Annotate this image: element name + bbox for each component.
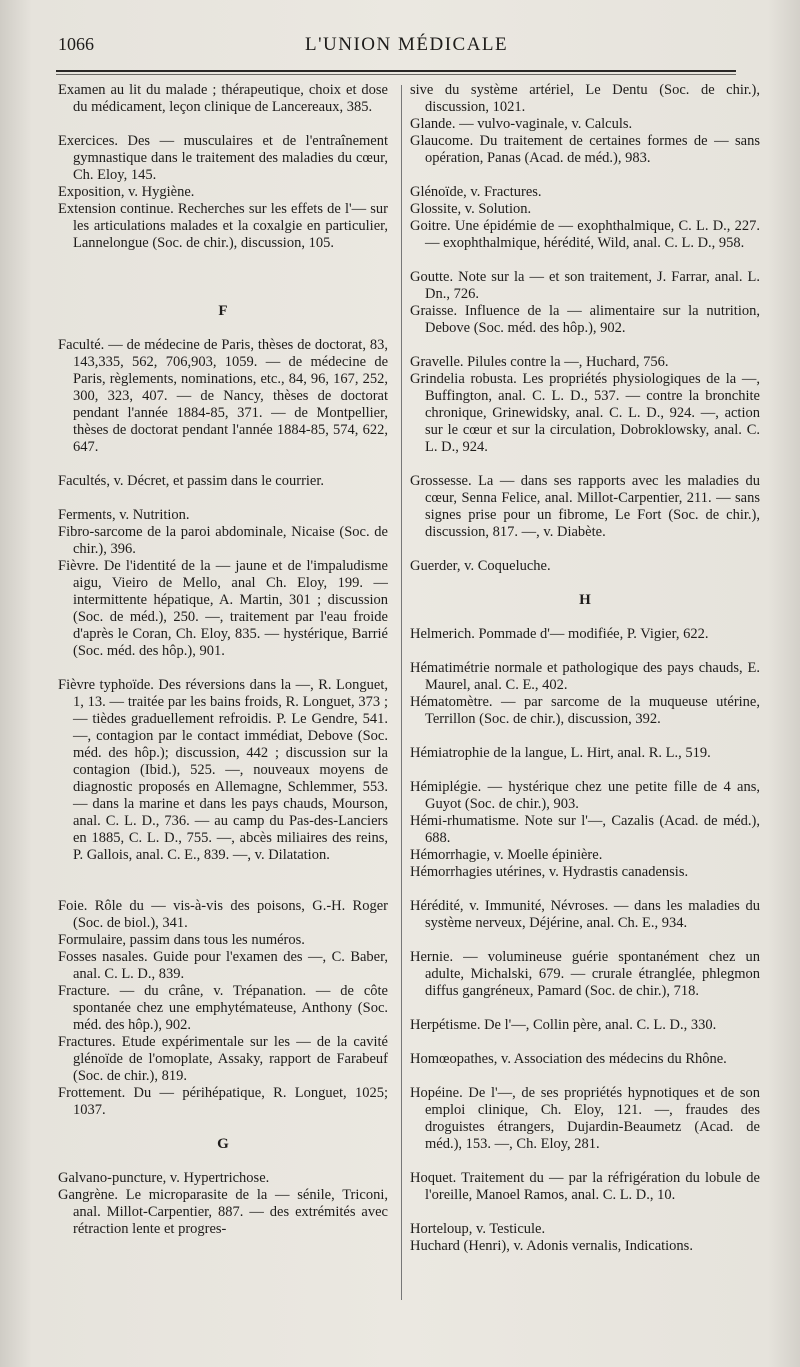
index-entry: Hémorrhagie, v. Moelle épinière. (410, 847, 603, 863)
index-entry: Gravelle. Pilules contre la —, Huchard, 756. (410, 354, 669, 370)
section-spacer (58, 320, 388, 337)
index-entry: Frottement. Du — périhépatique, R. Longuet, 1025; 1037. (58, 1085, 388, 1118)
section-spacer (58, 269, 388, 303)
index-entry: Ferments, v. Nutrition. (58, 507, 190, 523)
index-entry: Extension continue. Recherches sur les effets de l'— sur les articulations malades et la coxalgie en particulier, Lannelongue (Soc. de chir.), discussion, 105. (58, 201, 388, 251)
section-spacer (410, 575, 760, 592)
index-entry: Grindelia robusta. Les propriétés physiologiques de la —, Buffington, anal. C. L. D., 537. — contre la bronchite chronique, Grinewidsky, anal. C. L. D., 924. —, action sur le cœur et sur la circulation, Dobroklowsky, anal. C. L. D., 924. (410, 371, 760, 455)
index-entry: Examen au lit du malade ; thérapeutique, choix et dose du médicament, leçon clinique de Lancereaux, 385. (58, 82, 388, 115)
index-entry: Hérédité, v. Immunité, Névroses. — dans les maladies du système nerveux, Déjérine, anal. Ch. E., 934. (410, 898, 760, 931)
index-entry: Hopéine. De l'—, de ses propriétés hypnotiques et de son emploi clinique, Ch. Eloy, 121. —, fraudes des droguistes étrangers, Dujardin-Beaumetz (Acad. de méd.), 153. —, Ch. Eloy, 281. (410, 1085, 760, 1152)
page-header (58, 30, 748, 64)
index-entry: Hémiatrophie de la langue, L. Hirt, anal. R. L., 519. (410, 745, 711, 761)
section-spacer (58, 1119, 388, 1136)
index-entry: Herpétisme. De l'—, Collin père, anal. C. L. D., 330. (410, 1017, 717, 1033)
section-letter: G (217, 1136, 229, 1152)
index-entry: Galvano-puncture, v. Hypertrichose. (58, 1170, 270, 1186)
index-entry: Homœopathes, v. Association des médecins du Rhône. (410, 1051, 727, 1067)
journal-title: L'UNION MÉDICALE (305, 34, 509, 55)
index-entry: Formulaire, passim dans tous les numéros. (58, 932, 305, 948)
index-entry: Glossite, v. Solution. (410, 201, 532, 217)
index-entry: Horteloup, v. Testicule. (410, 1221, 546, 1237)
index-entry: Fractures. Etude expérimentale sur les — de la cavité glénoïde de l'omoplate, Assaky, rapport de Farabeuf (Soc. de chir.), 819. (58, 1034, 388, 1084)
index-entry: Helmerich. Pommade d'— modifiée, P. Vigier, 622. (410, 626, 709, 642)
index-entry: Goitre. Une épidémie de — exophthalmique, C. L. D., 227. — exophthalmique, hérédité, Wild, anal. C. L. D., 958. (410, 218, 760, 251)
section-letter: F (218, 303, 228, 319)
index-entry: Fosses nasales. Guide pour l'examen des —, C. Baber, anal. C. L. D., 839. (58, 949, 388, 982)
index-entry: Hernie. — volumineuse guérie spontanément chez un adulte, Michalski, 679. — crurale étranglée, phlegmon diffus gangréneux, Pamard (Soc. de chir.), 718. (410, 949, 760, 999)
index-entry: Grossesse. La — dans ses rapports avec les maladies du cœur, Senna Felice, anal. Millot-Carpentier, 211. — sans signes prise pour un fibrome, Le Fort (Soc. de chir.), discussion, 817. —, v. Diabète. (410, 473, 760, 540)
index-entry: Facultés, v. Décret, et passim dans le courrier. (58, 473, 325, 489)
index-entry: Hématomètre. — par sarcome de la muqueuse utérine, Terrillon (Soc. de chir.), discussion, 392. (410, 694, 760, 727)
header-rule-thin (56, 74, 736, 75)
index-entry: Exposition, v. Hygiène. (58, 184, 195, 200)
index-entry: Exercices. Des — musculaires et de l'entraînement gymnastique dans le traitement des maladies du cœur, Ch. Eloy, 145. (58, 133, 388, 183)
section-letter: H (579, 592, 591, 608)
section-spacer (410, 609, 760, 626)
index-entry: Hématimétrie normale et pathologique des pays chauds, E. Maurel, anal. C. E., 402. (410, 660, 760, 693)
index-entry: Goutte. Note sur la — et son traitement, J. Farrar, anal. L. Dn., 726. (410, 269, 760, 302)
header-rule (56, 70, 736, 72)
section-spacer (58, 1153, 388, 1170)
index-entry: Guerder, v. Coqueluche. (410, 558, 551, 574)
index-entry: Huchard (Henri), v. Adonis vernalis, Indications. (410, 1238, 693, 1254)
index-entry: sive du système artériel, Le Dentu (Soc. de chir.), discussion, 1021. (410, 82, 760, 115)
index-entry: Foie. Rôle du — vis-à-vis des poisons, G.-H. Roger (Soc. de biol.), 341. (58, 898, 388, 931)
index-entry: Glénoïde, v. Fractures. (410, 184, 542, 200)
index-entry: Gangrène. Le microparasite de la — sénile, Triconi, anal. Millot-Carpentier, 887. — des extrémités avec rétraction lente et progres- (58, 1187, 388, 1237)
index-entry: Graisse. Influence de la — alimentaire sur la nutrition, Debove (Soc. méd. des hôp.), 902. (410, 303, 760, 336)
index-entry: Faculté. — de médecine de Paris, thèses de doctorat, 83, 143,335, 562, 706,903, 1059. — de médecine de Paris, règlements, nominations, etc., 84, 96, 167, 252, 300, 323, 407. — de Nancy, thèses de doctorat pendant l'année 1884-85, 371. — de Montpellier, thèses de doctorat pendant l'année 1884-85, 574, 622, 647. (58, 337, 388, 455)
column-divider (401, 85, 402, 1300)
index-entry: Fièvre typhoïde. Des réversions dans la —, R. Longuet, 1, 13. — traitée par les bains froids, R. Longuet, 373 ; — tièdes graduellement refroidis. P. Le Gendre, 541. —, contagion par le contact immédiat, Debove (Soc. méd. des hôp.); discussion, 442 ; discussion sur la contagion (Ibid.), 525. —, nouveaux moyens de diagnostic proposés en Allemagne, Schlemmer, 553. — dans la marine et dans les pays chauds, Mourson, anal. C. L. D., 736. — au camp du Pas-des-Lanciers en 1885, C. L. D., 755. —, abcès miliaires des reins, P. Gallois, anal. C. E., 839. —, v. Dilatation. (58, 677, 388, 863)
index-entry: Hémiplégie. — hystérique chez une petite fille de 4 ans, Guyot (Soc. de chir.), 903. (410, 779, 760, 812)
left-column (58, 82, 388, 1238)
index-entry: Fièvre. De l'identité de la — jaune et de l'impaludisme aigu, Vieiro de Mello, anal Ch. Eloy, 199. — intermittente hépatique, A. Martin, 301 ; discussion (Soc. de méd.), 250. —, traitement par l'eau froide d'après le Coran, Ch. Eloy, 835. — hystérique, Barrié (Soc. méd. des hôp.), 901. (58, 558, 388, 659)
index-entry: Hoquet. Traitement du — par la réfrigération du lobule de l'oreille, Manoel Ramos, anal. C. L. D., 10. (410, 1170, 760, 1203)
index-entry: Fracture. — du crâne, v. Trépanation. — de côte spontanée chez une emphytémateuse, Anthony (Soc. méd. des hôp.), 902. (58, 983, 388, 1033)
index-entry: Hémi-rhumatisme. Note sur l'—, Cazalis (Acad. de méd.), 688. (410, 813, 760, 846)
index-entry: Glande. — vulvo-vaginale, v. Calculs. (410, 116, 633, 132)
page-number: 1066 (58, 34, 94, 54)
right-column (410, 82, 760, 1272)
index-entry: Hémorrhagies utérines, v. Hydrastis canadensis. (410, 864, 689, 880)
index-entry: Fibro-sarcome de la paroi abdominale, Nicaise (Soc. de chir.), 396. (58, 524, 388, 557)
index-entry: Glaucome. Du traitement de certaines formes de — sans opération, Panas (Acad. de méd.), 983. (410, 133, 760, 166)
